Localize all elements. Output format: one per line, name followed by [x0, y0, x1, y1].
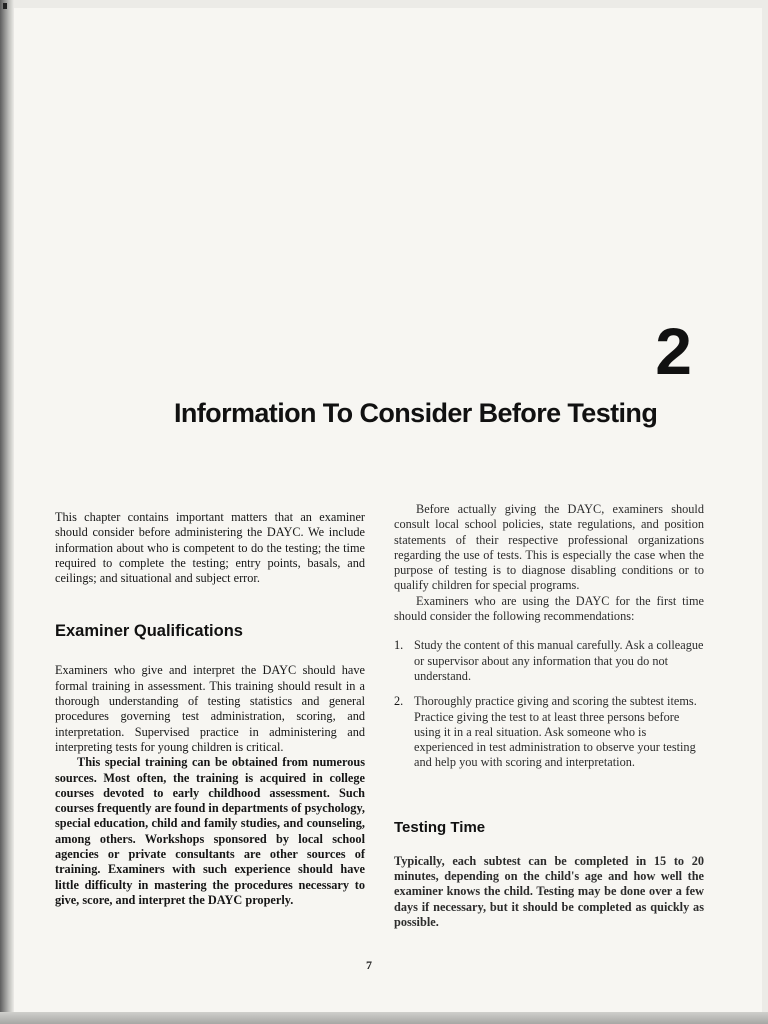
intro-paragraph: This chapter contains important matters that an examiner should consider before administering the DAYC. We include information about who is competent to do the testing; the time required to complete the testing; entry points, basals, and ceilings; and situational and subject error. [55, 510, 365, 586]
testing-time-heading: Testing Time [394, 818, 486, 836]
testing-time-block [394, 854, 704, 930]
page-number: 7 [366, 958, 372, 972]
chapter-number: 2 [655, 314, 692, 388]
examiner-paragraph-2-block [55, 755, 365, 908]
recommendations-intro: Examiners who are using the DAYC for the first time should consider the following recommendations: [394, 593, 704, 624]
list-item-text: Study the content of this manual carefully. Ask a colleague or supervisor about any information that you do not understand. [414, 638, 704, 683]
list-item [394, 638, 704, 684]
scan-corner-mark [3, 3, 7, 9]
page-edge-shadow [0, 0, 14, 1024]
list-item-number: 2. [394, 694, 404, 709]
examiner-paragraph-2: This special training can be obtained from numerous sources. Most often, the training is acquired in college courses devoted to early childhood assessment. Such courses frequently are found in departments of psychology, special education, child and family studies, and counseling, among others. Workshops sponsored by local school agencies or private consultants are other sources of training. Examiners with such experience should have little difficulty in mastering the procedures necessary to give, score, and interpret the DAYC properly. [55, 755, 365, 907]
right-column [394, 502, 704, 930]
list-item [394, 694, 704, 770]
list-item-text: Thoroughly practice giving and scoring the subtest items. Practice giving the test to at least three persons before using it in a real situation. Ask someone who is experienced in test administration to observe your testing and help you with scoring and interpretation. [414, 694, 697, 770]
page-bottom-shadow [0, 1012, 768, 1024]
chapter-title: Information To Consider Before Testing [174, 398, 658, 428]
examiner-paragraph-1: Examiners who give and interpret the DAYC should have formal training in assessment. This training should result in a thorough understanding of testing statistics and general procedures governing test administration, scoring, and interpretation. Supervised practice in administering and interpreting tests for young children is critical. [55, 663, 365, 754]
examiner-qualifications-heading: Examiner Qualifications [55, 622, 243, 641]
testing-time-paragraph: Typically, each subtest can be completed in 15 to 20 minutes, depending on the child's age and how well the examiner knows the child. Testing may be done over a few days if necessary, but it should be completed as quickly as possible. [394, 853, 704, 929]
policies-paragraph: Before actually giving the DAYC, examiners should consult local school policies, state regulations, and position statements of their respective professional organizations regarding the use of tests. This is especially the case when the purpose of testing is to diagnose disabling conditions or to qualify children for special programs. [394, 502, 704, 593]
left-column [55, 510, 365, 908]
list-item-number: 1. [394, 638, 404, 653]
recommendations-list [394, 638, 704, 770]
